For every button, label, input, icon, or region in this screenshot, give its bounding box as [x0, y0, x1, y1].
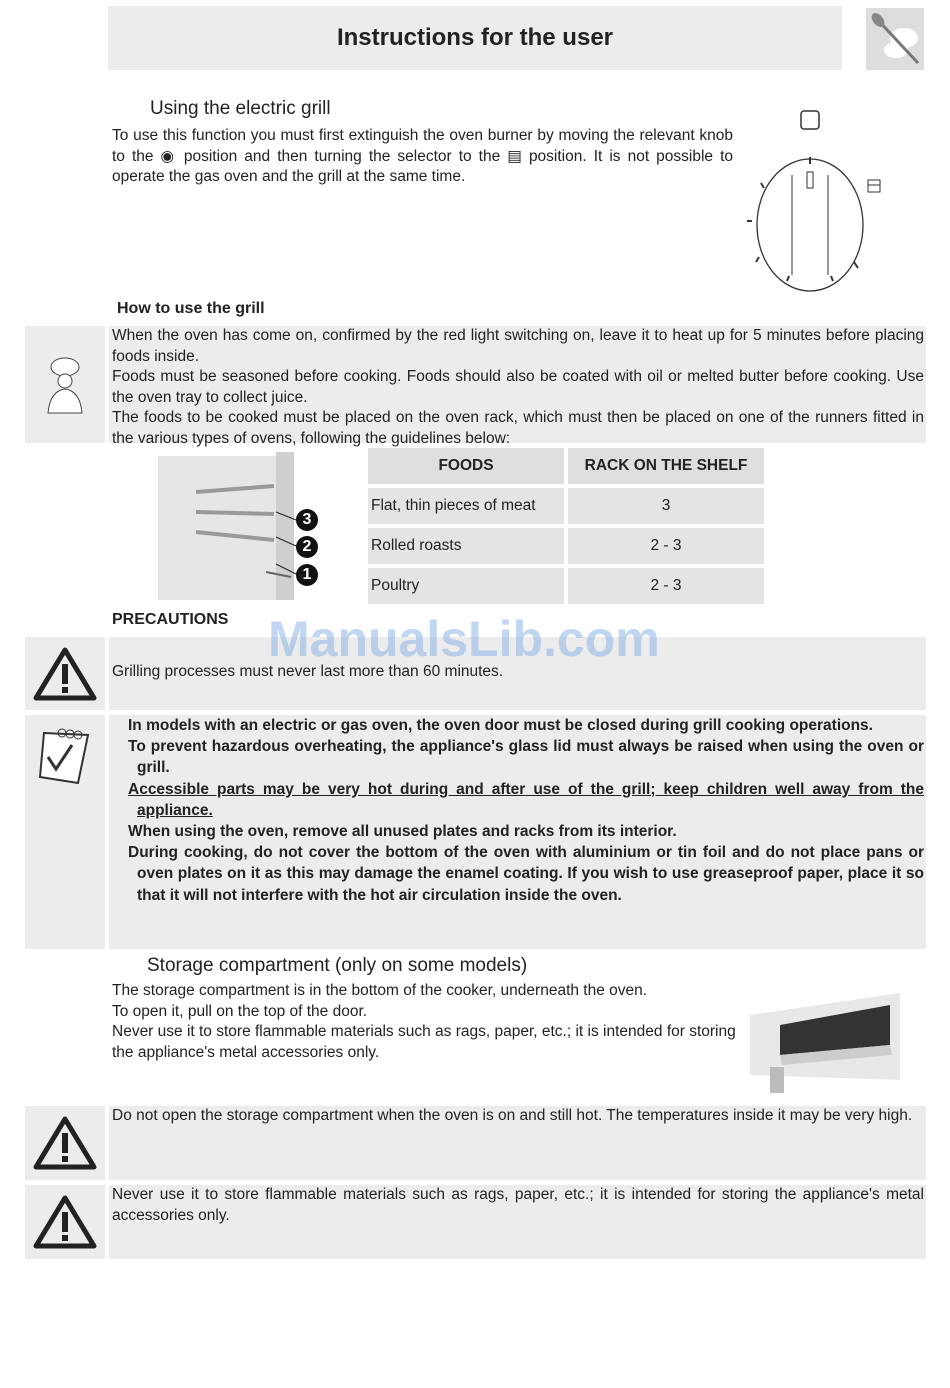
- storage-line: Never use it to store flammable materials such as rags, paper, etc.; it is intended for storing the appliance's metal accessories only.: [112, 1023, 736, 1061]
- grill-text: To use this function you must first extinguish the oven burner by moving the relevant knob to the ◉ position and then turning the selector to the ▤ position. It is not possible to operate the gas oven and the grill at the same time.: [112, 127, 733, 185]
- watermark: ManualsLib.com: [268, 611, 660, 667]
- note-item: Accessible parts may be very hot during and after use of the grill; keep children well away from the appliance.: [128, 780, 924, 819]
- precaution-notes: [109, 715, 926, 949]
- section-heading-storage: Storage compartment (only on some models): [147, 955, 528, 976]
- food-cell: Poultry: [368, 568, 564, 604]
- rack-label: 1: [296, 564, 318, 586]
- chef-spoon-logo: [866, 8, 924, 70]
- rack-cell: 2 - 3: [568, 528, 764, 564]
- storage-compartment-illustration: [740, 985, 902, 1100]
- section-heading-howto: How to use the grill: [117, 300, 265, 317]
- table-row: [368, 568, 764, 604]
- foods-rack-table: [364, 444, 768, 608]
- section-heading-grill: Using the electric grill: [150, 98, 331, 119]
- table-row: [368, 528, 764, 564]
- note-item: To prevent hazardous overheating, the appliance's glass lid must always be raised when using the oven or grill.: [128, 738, 924, 777]
- note-item: When using the oven, remove all unused plates and racks from its interior.: [128, 823, 677, 841]
- warning-text: Grilling processes must never last more than 60 minutes.: [112, 663, 504, 680]
- table-header-row: [368, 448, 764, 484]
- storage-line: The storage compartment is in the bottom of the cooker, underneath the oven.: [112, 982, 648, 999]
- storage-text: [112, 981, 736, 1063]
- food-cell: Rolled roasts: [368, 528, 564, 564]
- warning-icon: [25, 637, 105, 710]
- notepad-check-icon: [25, 715, 105, 949]
- warning-icon: [25, 1185, 105, 1259]
- warning-icon: [25, 1106, 105, 1180]
- chef-icon: [25, 326, 105, 443]
- storage-line: To open it, pull on the top of the door.: [112, 1002, 368, 1020]
- rack-cell: 2 - 3: [568, 568, 764, 604]
- storage-warning-hot: Do not open the storage compartment when the oven is on and still hot. The temperatures inside it may be very high.: [109, 1106, 926, 1180]
- rack-label: 3: [296, 509, 318, 531]
- table-row: [368, 488, 764, 524]
- rack-cell: 3: [568, 488, 764, 524]
- column-header: RACK ON THE SHELF: [568, 448, 764, 484]
- food-cell: Flat, thin pieces of meat: [368, 488, 564, 524]
- howto-paragraph: When the oven has come on, confirmed by the red light switching on, leave it to heat up for 5 minutes before placing foods inside.: [112, 327, 924, 365]
- selector-knob-diagram: [740, 105, 900, 300]
- howto-paragraph: The foods to be cooked must be placed on the oven rack, which must then be placed on one of the runners fitted in the various types of ovens, following the guidelines below:: [112, 409, 924, 447]
- column-header: FOODS: [368, 448, 564, 484]
- note-item: During cooking, do not cover the bottom of the oven with aluminium or tin foil and do not place pans or oven plates on it as this may damage the enamel coating. If you wish to use greaseproof paper, place it so that it will not interfere with the hot air circulation inside the oven.: [128, 844, 924, 904]
- rack-label: 2: [296, 536, 318, 558]
- page-title: Instructions for the user: [108, 6, 842, 70]
- rack-number-labels: [296, 509, 320, 586]
- storage-warning-flammable: Never use it to store flammable materials such as rags, paper, etc.; it is intended for storing the appliance's metal accessories only.: [109, 1185, 926, 1259]
- note-item: In models with an electric or gas oven, the oven door must be closed during grill cooking operations.: [128, 717, 873, 734]
- precautions-heading: PRECAUTIONS: [112, 611, 229, 628]
- howto-paragraph: Foods must be seasoned before cooking. Foods should also be coated with oil or melted butter before cooking. Use the oven tray to collect juice.: [112, 368, 924, 406]
- howto-text: [109, 326, 926, 447]
